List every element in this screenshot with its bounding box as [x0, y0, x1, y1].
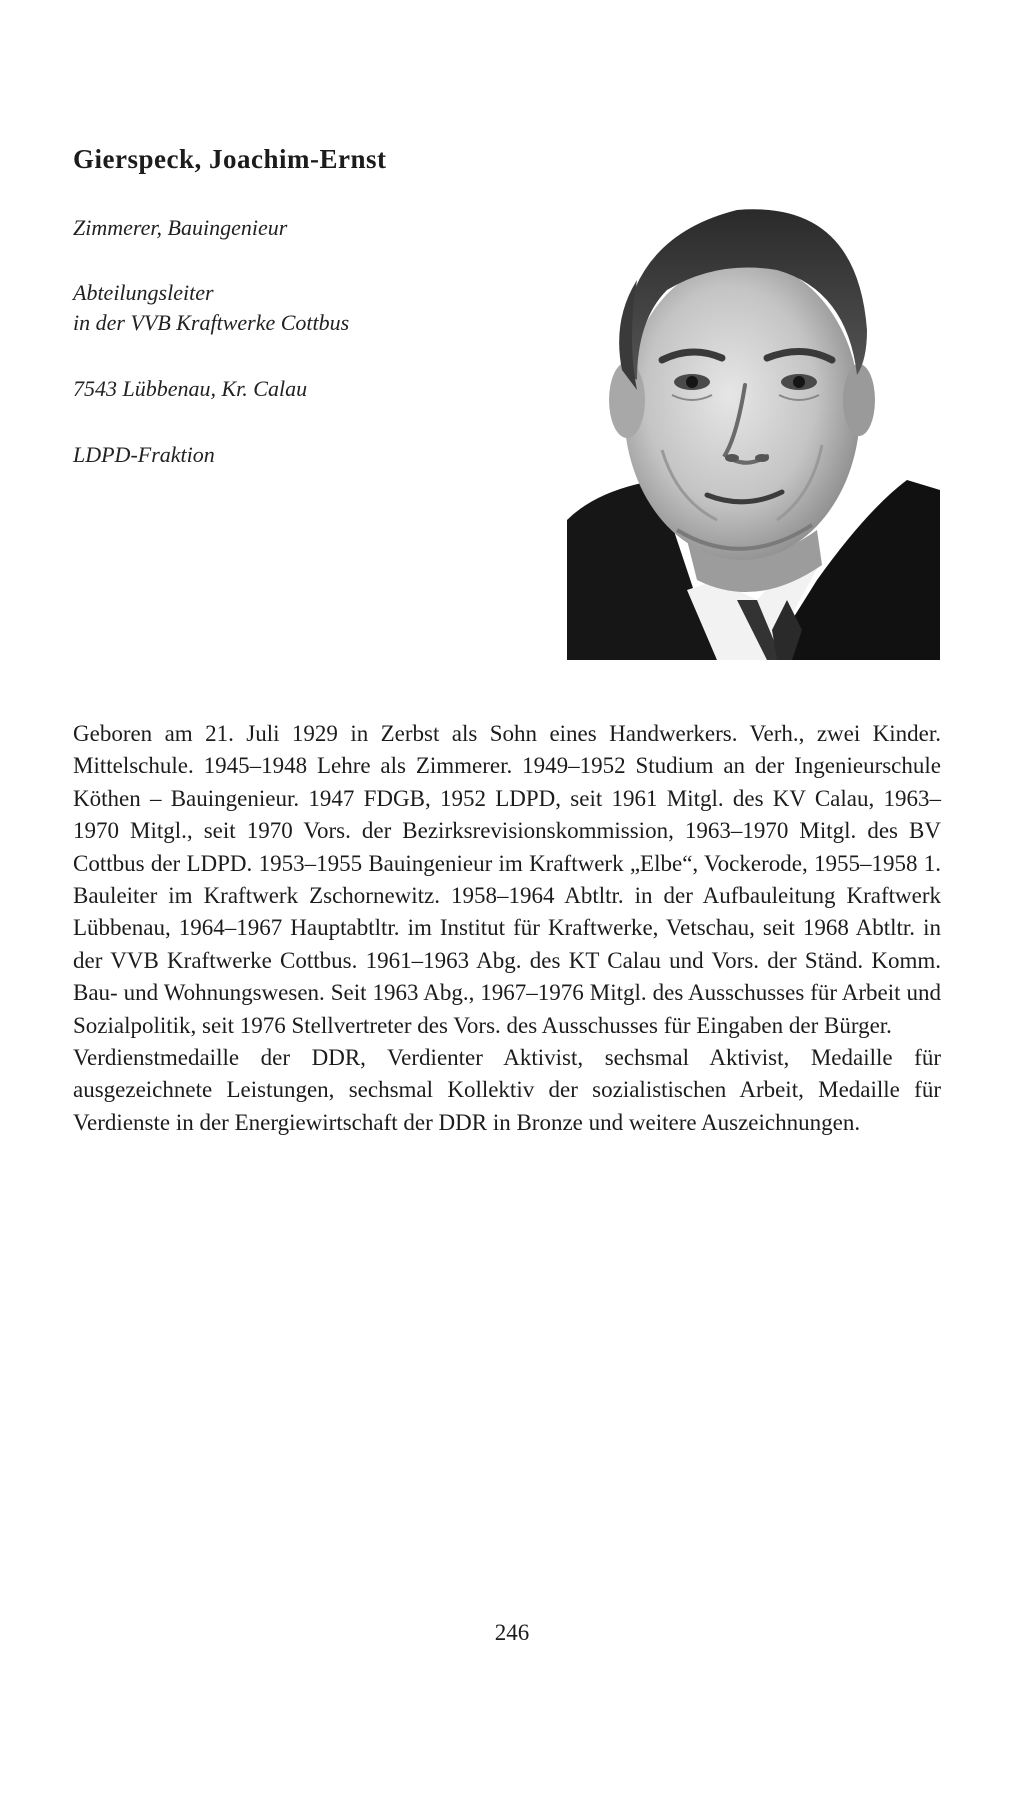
biography-paragraph-1: Geboren am 21. Juli 1929 in Zerbst als Sohn eines Handwerkers. Verh., zwei Kinder. Mittelschule. 1945–1948 Lehre als Zimmerer. 1949–1952 Studium an der Ingenieurschule Köthen – Bauingenieur. 1947 FDGB, 1952 LDPD, seit 1961 Mitgl. des KV Calau, 1963–1970 Mitgl., seit 1970 Vors. der Bezirksrevisionskommission, 1963–1970 Mitgl. des BV Cottbus der LDPD. 1953–1955 Bauingenieur im Kraftwerk „Elbe“, Vockerode, 1955–1958 1. Bauleiter im Kraftwerk Zschornewitz. 1958–1964 Abtltr. in der Aufbauleitung Kraftwerk Lübbenau, 1964–1967 Hauptabtltr. im Institut für Kraftwerke, Vetschau, seit 1968 Abtltr. in der VVB Kraftwerke Cottbus. 1961–1963 Abg. des KT Calau und Vors. der Ständ. Komm. Bau- und Wohnungswesen. Seit 1963 Abg., 1967–1976 Mitgl. des Ausschusses für Arbeit und Sozialpolitik, seit 1976 Stellvertreter des Vors. des Ausschusses für Eingaben der Bürger. [73, 721, 941, 1038]
portrait-photo [567, 160, 940, 660]
entry-name: Gierspeck, Joachim-Ernst [73, 144, 387, 174]
entry-address: 7543 Lübbenau, Kr. Calau [73, 376, 308, 401]
biography [73, 718, 941, 1139]
entry-position [73, 278, 349, 338]
entry-occupation: Zimmerer, Bauingenieur [73, 215, 288, 240]
entry-position-line2: in der VVB Kraftwerke Cottbus [73, 310, 350, 335]
entry-faction: LDPD-Fraktion [73, 442, 215, 467]
entry-position-line1: Abteilungsleiter [73, 280, 214, 305]
biography-paragraph-2: Verdienstmedaille der DDR, Verdienter Aktivist, sechsmal Aktivist, Medaille für ausgezeichnete Leistungen, sechsmal Kollektiv der sozialistischen Arbeit, Medaille für Verdienste in der Energiewirtschaft der DDR in Bronze und weitere Auszeichnungen. [73, 1045, 941, 1135]
page-number: 246 [494, 1620, 530, 1645]
